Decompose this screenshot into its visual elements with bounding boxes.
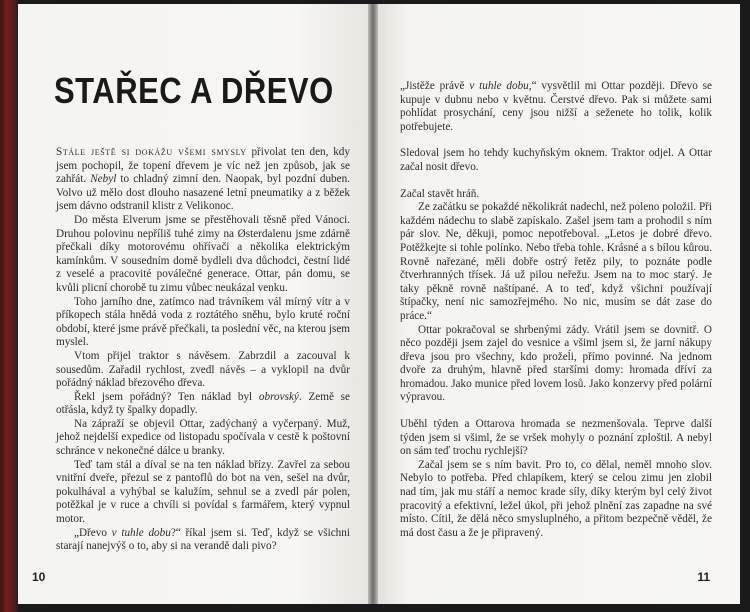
text-run: Do města Elverum jsme se přestěhovali těsně před Vánoci. Druhou polovinu nepříliš tuhé zimy na Østerdalenu jsme zdárně přečkali díky motorovému ohřívači a několika elektrickým kamínkům. V sousedním domě bydleli dva důchodci, čestní lidé z veselé a pracovité poválečné generace. Ottar, pán domu, se kvůli plicní chorobě tu zimu vůbec neukázal venku.	[56, 213, 350, 294]
text-run: Uběhl týden a Ottarova hromada se nezmenšovala. Teprve další týden jsem si všiml, že se vršek mohyly o poznání zploštil. A nebyl on sám teď trochu rychlejší?	[400, 418, 712, 458]
paragraph	[56, 146, 350, 214]
text-run: Ze začátku se pokaždé několikrát nadechl, než poleno položil. Při každém nádechu to slabě zapískalo. Zašel jsem tam a prohodil s ním pár slov. Ne, děkuji, pomoc nepotřeboval. „Letos je dobré dřevo. Potěžkejte si tohle polínko. Nebo třeba tohle. Krásné a s bílou kůrou. Rovně nařezané, měli dobře ostrý řetěz pily, to poznáte podle čtverhranných třísek. Já už pilou neřežu. Jsem na to moc starý. Je taky pěkně rovně naštípané. A to teď, když všichni používají štípačky, není nic samozřejmého. No nic, musím se dát zase do práce.“	[400, 201, 712, 322]
paragraph	[56, 527, 350, 554]
italic-text: Nebyl	[90, 173, 117, 186]
paragraph	[400, 324, 712, 406]
text-run: ?“ říkal jsem si. Teď, když se všichni starají nanejvýš o to, aby si na verandě dali pivo?	[56, 526, 350, 553]
left-page-body	[56, 146, 350, 554]
paragraph	[56, 296, 350, 350]
text-run: přivolat ten den, kdy jsem pochopil, že topení dřevem je víc než jen způsob, jak se zahřát.	[56, 146, 350, 186]
text-run: Sledoval jsem ho tehdy kuchyňským oknem. Traktor odjel. A Ottar začal nosit dřevo.	[400, 147, 712, 173]
right-page-body	[400, 80, 712, 540]
text-run: Vtom přijel traktor s návěsem. Zabrzdil a zacouval k sousedům. Zařadil rychlost, zvedl návěs – a vyklopil na dvůr pořádný náklad březového dřeva.	[56, 349, 350, 390]
text-run: Na zápraží se objevil Ottar, zadýchaný a vyčerpaný. Muž, jehož nejdelší expedice od listopadu spočívala v cestě k poštovní schránce v nekonečné dálce u branky.	[56, 417, 350, 458]
italic-text: obrovský	[258, 390, 299, 403]
italic-text: v tuhle dobu	[111, 526, 171, 539]
book-gutter	[368, 4, 378, 604]
paragraph	[400, 418, 712, 459]
text-run: Začal jsem se s ním bavit. Pro to, co dělal, neměl mnoho slov. Nebylo to potřeba. Před chlapíkem, který se celou zimu jen zlobil nad tím, jak mu stáří a nemoc krade síly, díky kterým byl celý život pracovitý a efektivní, ležel úkol, při jehož plnění zas zapadne na své místo. Cítil, že dělá něco smysluplného, a přitom bezpečně věděl, že má dost času a že je připravený.	[400, 458, 712, 539]
paragraph	[56, 418, 350, 459]
text-run: . Země se otřásla, když ty špalky dopadly.	[56, 390, 350, 417]
paragraph	[400, 147, 712, 174]
right-page	[378, 4, 740, 604]
page-number-right: 11	[697, 570, 710, 584]
text-run: Teď tam stál a díval se na ten náklad břízy. Zavřel za sebou vnitřní dveře, přezul se z pantoflů do bot na ven, sešel na dvůr, pokulhával a vyhýbal se kalužím, sehnul se a zvedl pár polen, potěžkal je v ruce a chvíli si povídal s farmářem, který vypnul motor.	[56, 458, 350, 526]
text-run: „Jistěže právě	[400, 80, 470, 92]
paragraph	[400, 80, 712, 134]
paragraph	[56, 214, 350, 296]
paragraph	[400, 459, 712, 541]
paragraph	[400, 201, 712, 323]
paragraph	[400, 188, 712, 202]
page-number-left: 10	[32, 570, 46, 584]
text-run: Řekl jsem pořádný? Ten náklad byl	[74, 390, 259, 403]
paragraph	[56, 350, 350, 391]
text-run: Toho jarního dne, zatímco nad trávníkem vál mírný vítr a v příkopech stála hnědá voda z roztátého sněhu, bylo kruté roční období, které jsme právě přečkali, ta poslední věc, na kterou jsem myslel.	[56, 295, 350, 349]
left-page	[18, 4, 368, 604]
book-edge	[0, 0, 18, 612]
paragraph	[56, 459, 350, 527]
text-run: to chladný zimní den. Naopak, byl pozdní duben. Volvo už mělo dost dlouho nasazené letní pneumatiky a z běžek jsem dávno odstranil klistr z Velikonoc.	[56, 173, 351, 213]
lead-in: Stále ještě si dokážu všemi smysly	[56, 146, 247, 158]
text-run: Ottar pokračoval se shrbenými zády. Vrátil jsem se dovnitř. O něco později jsem zajel do vesnice a všiml jsem si, že jarní nákupy dřeva jsou pro všechny, kdo prožeĺi, přímo povinné. Na jednom dvoře za druhým, hlavně před staršími domy: hromada dříví za hromadou. Jako munice před lovem losů. Jako konzervy před polární výpravou.	[400, 323, 712, 404]
paragraph	[56, 391, 350, 418]
text-run: Začal stavět hráň.	[400, 187, 480, 200]
text-run: ,“ vysvětlil mi Ottar později. Dřevo se kupuje v dubnu nebo v květnu. Čerstvé dřevo. Pak si můžete sami pohlídat prosychání, ceny jsou nižší a seženete ho tolik, kolik potřebujete.	[400, 80, 712, 133]
italic-text: v tuhle dobu	[469, 80, 529, 92]
text-run: „Dřevo	[74, 526, 112, 539]
chapter-title: STAŘEC A DŘEVO	[54, 70, 334, 112]
